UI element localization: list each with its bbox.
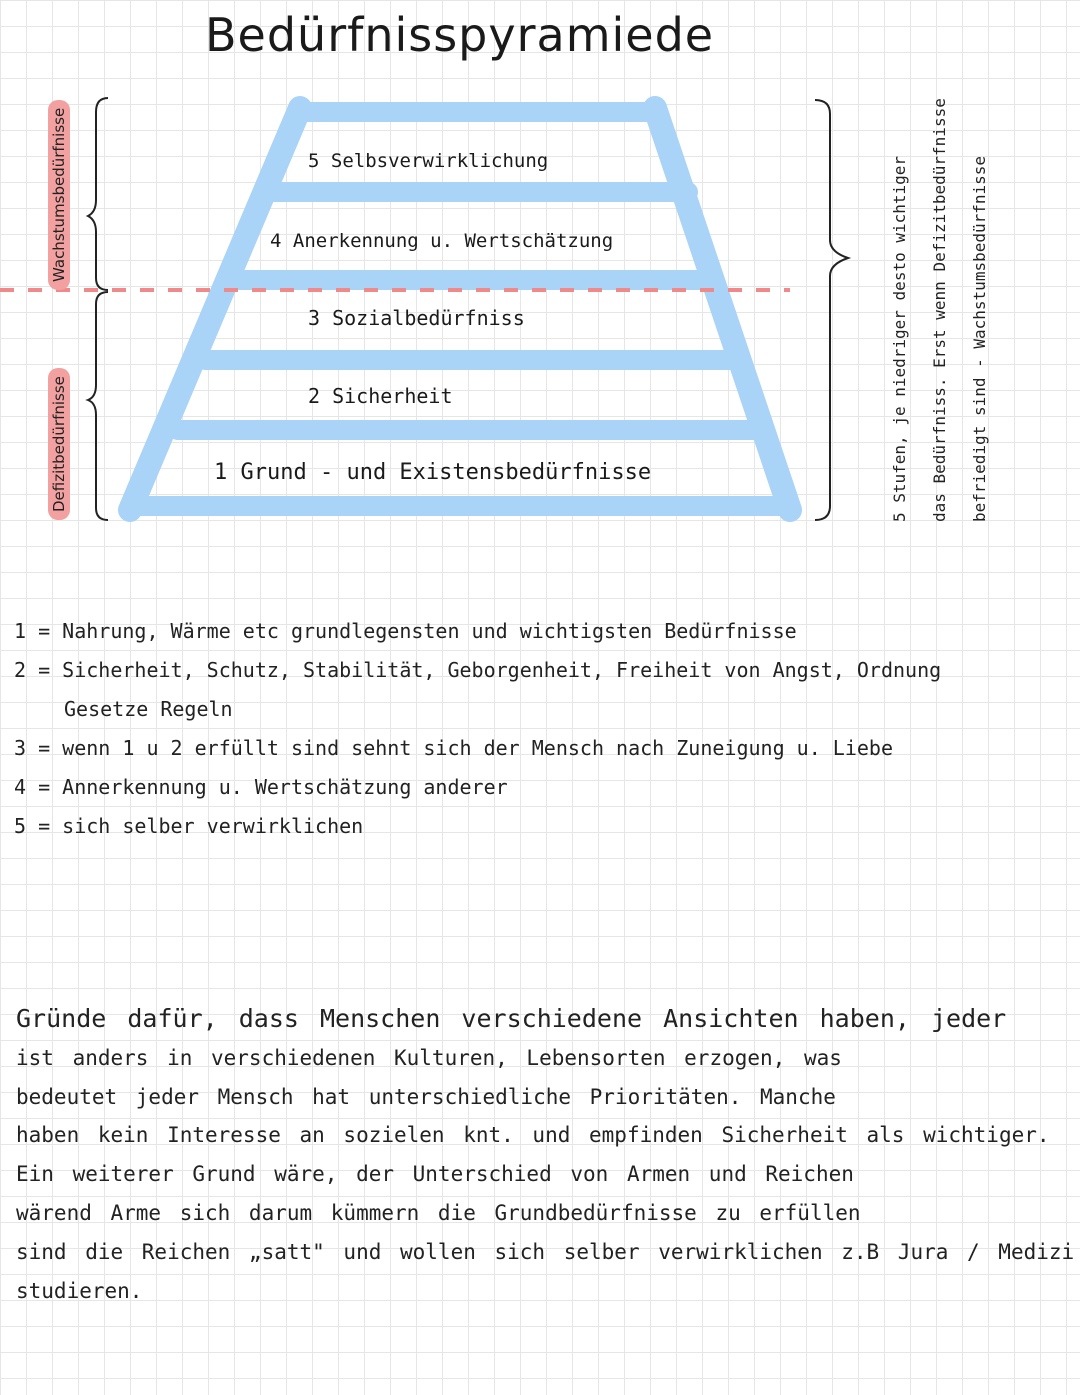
note-line: Gesetze Regeln bbox=[64, 697, 233, 721]
pyramid-level-5: 5 Selbsverwirklichung bbox=[308, 150, 549, 172]
label-wachstumsbeduerfnisse: Wachstumsbedürfnisse bbox=[48, 100, 70, 290]
right-note-line-1: 5 Stufen, je niedriger desto wichtiger bbox=[890, 155, 909, 522]
paragraph-line: Gründe dafür, dass Menschen verschiedene Ansichten haben, jeder bbox=[16, 1004, 1007, 1033]
right-note-line-3: befriedigt sind - Wachstumsbedürfnisse bbox=[970, 155, 989, 522]
note-line: 5 = sich selber verwirklichen bbox=[14, 814, 364, 838]
pyramid-side-right bbox=[655, 108, 790, 510]
note-line: 4 = Annerkennung u. Wertschätzung anderer bbox=[14, 775, 508, 799]
brace-right bbox=[815, 100, 848, 520]
paragraph-line: sind die Reichen „satt" und wollen sich selber verwirklichen z.B Jura / Medizi bbox=[16, 1239, 1075, 1264]
brace-left-lower bbox=[88, 292, 108, 520]
paragraph-line: wärend Arme sich darum kümmern die Grundbedürfnisse zu erfüllen bbox=[16, 1200, 861, 1225]
paragraph-line: Ein weiterer Grund wäre, der Unterschied von Armen und Reichen bbox=[16, 1162, 854, 1187]
paragraph-line: haben kein Interesse an sozielen knt. und empfinden Sicherheit als wichtiger. bbox=[16, 1123, 1050, 1148]
pyramid-side-left bbox=[130, 108, 300, 510]
paragraph-line: studieren. bbox=[16, 1278, 143, 1303]
page-title: Bedürfnisspyramiede bbox=[205, 8, 715, 62]
level-notes bbox=[14, 612, 1064, 846]
note-line: 3 = wenn 1 u 2 erfüllt sind sehnt sich der Mensch nach Zuneigung u. Liebe bbox=[14, 736, 893, 760]
pyramid-level-4: 4 Anerkennung u. Wertschätzung bbox=[270, 230, 614, 252]
pyramid-level-1: 1 Grund - und Existensbedürfnisse bbox=[214, 460, 652, 485]
label-defizitbeduerfnisse: Defizitbedürfnisse bbox=[48, 368, 70, 520]
paragraph-line: bedeutet jeder Mensch hat unterschiedliche Prioritäten. Manche bbox=[16, 1084, 836, 1109]
note-line: 2 = Sicherheit, Schutz, Stabilität, Geborgenheit, Freiheit von Angst, Ordnung bbox=[14, 658, 942, 682]
brace-left bbox=[88, 98, 108, 290]
note-line: 1 = Nahrung, Wärme etc grundlegensten und wichtigsten Bedürfnisse bbox=[14, 619, 797, 643]
right-note-line-2: das Bedürfniss. Erst wenn Defizitbedürfnisse bbox=[930, 98, 949, 522]
pyramid-level-3: 3 Sozialbedürfniss bbox=[308, 306, 525, 330]
explanation-paragraph bbox=[16, 1000, 1075, 1310]
paragraph-line: ist anders in verschiedenen Kulturen, Lebensorten erzogen, was bbox=[16, 1045, 842, 1070]
pyramid-level-2: 2 Sicherheit bbox=[308, 384, 453, 408]
